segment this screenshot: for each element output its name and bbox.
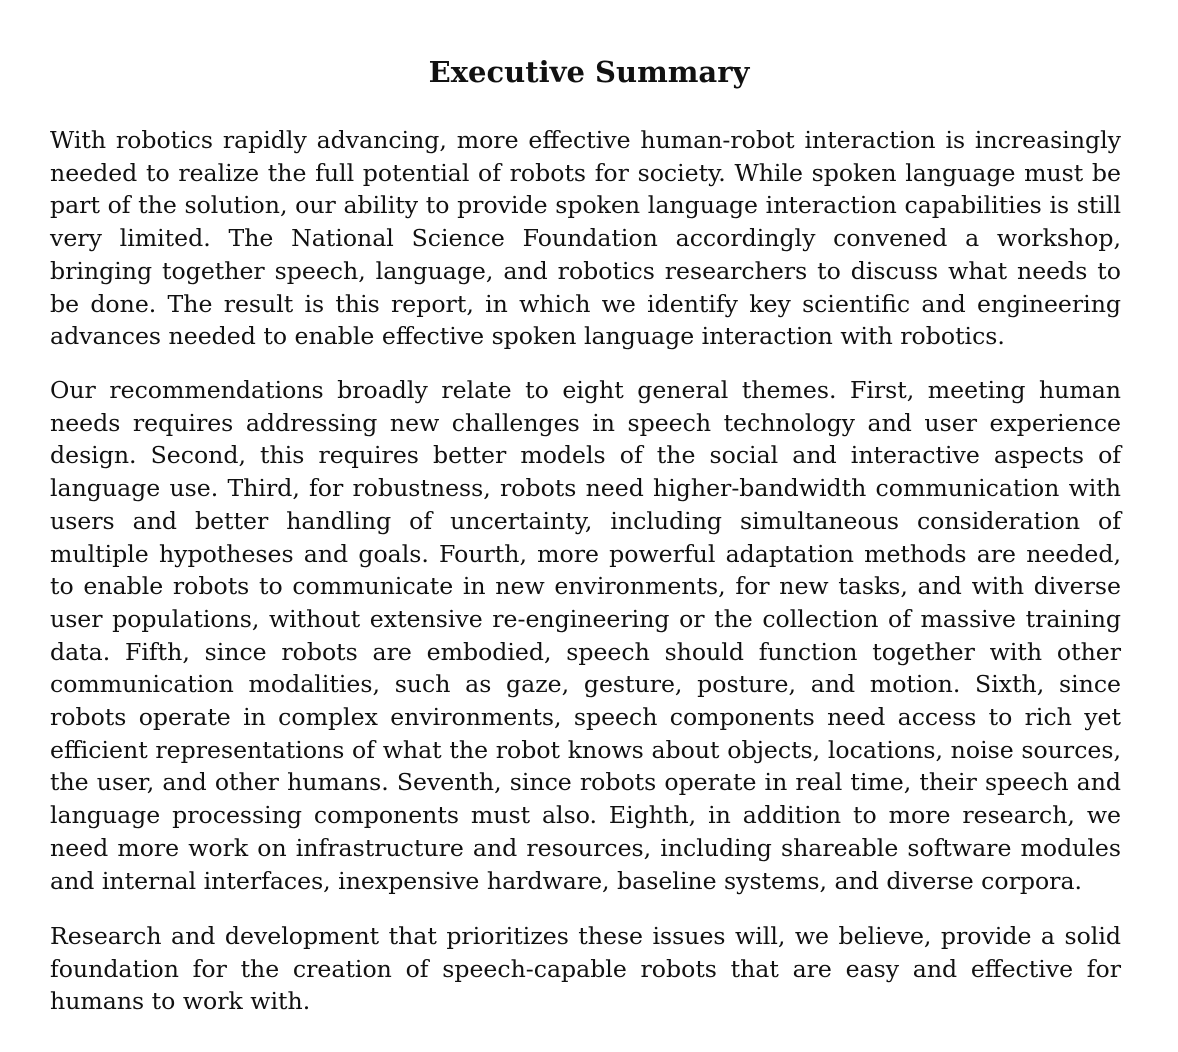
section-heading: Executive Summary (428, 55, 750, 90)
paragraph-text: Our recommendations broadly relate to eight general themes. First, meeting human needs requires addressing new challenges in speech technology and user experience design. Second, this requires better models of the social and interactive aspects of language use. Third, for robustness, robots need higher-bandwidth communication with users and better handling of uncertainty, including simultaneous consideration of multiple hypotheses and goals. Fourth, more powerful adaptation methods are needed, to enable robots to communicate in new environments, for new tasks, and with diverse user populations, without extensive re-engineering or the collection of massive training data. Fifth, since robots are embodied, speech should function together with other communication modalities, such as gaze, gesture, posture, and motion. Sixth, since robots operate in complex environments, speech components need access to rich yet efficient representations of what the robot knows about objects, locations, noise sources, the user, and other humans. Seventh, since robots operate in real time, their speech and language processing components must also. Eighth, in addition to more research, we need more work on infrastructure and resources, including shareable software modules and internal interfaces, inexpensive hardware, baseline systems, and diverse corpora. (50, 376, 1121, 895)
paragraph-conclusion (50, 920, 1121, 1018)
paragraph-recommendations (50, 374, 1121, 897)
paragraph-intro (50, 124, 1121, 353)
paragraph-text: With robotics rapidly advancing, more effective human-robot interaction is increasingly needed to realize the full potential of robots for society. While spoken language must be part of the solution, our ability to provide spoken language interaction capabilities is still very limited. The National Science Foundation accordingly convened a workshop, bringing together speech, language, and robotics researchers to discuss what needs to be done. The result is this report, in which we identify key scientific and engineering advances needed to enable effective spoken language interaction with robotics. (50, 126, 1121, 351)
paragraph-text: Research and development that prioritizes these issues will, we believe, provide a solid foundation for the creation of speech-capable robots that are easy and effective for humans to work with. (50, 922, 1121, 1016)
